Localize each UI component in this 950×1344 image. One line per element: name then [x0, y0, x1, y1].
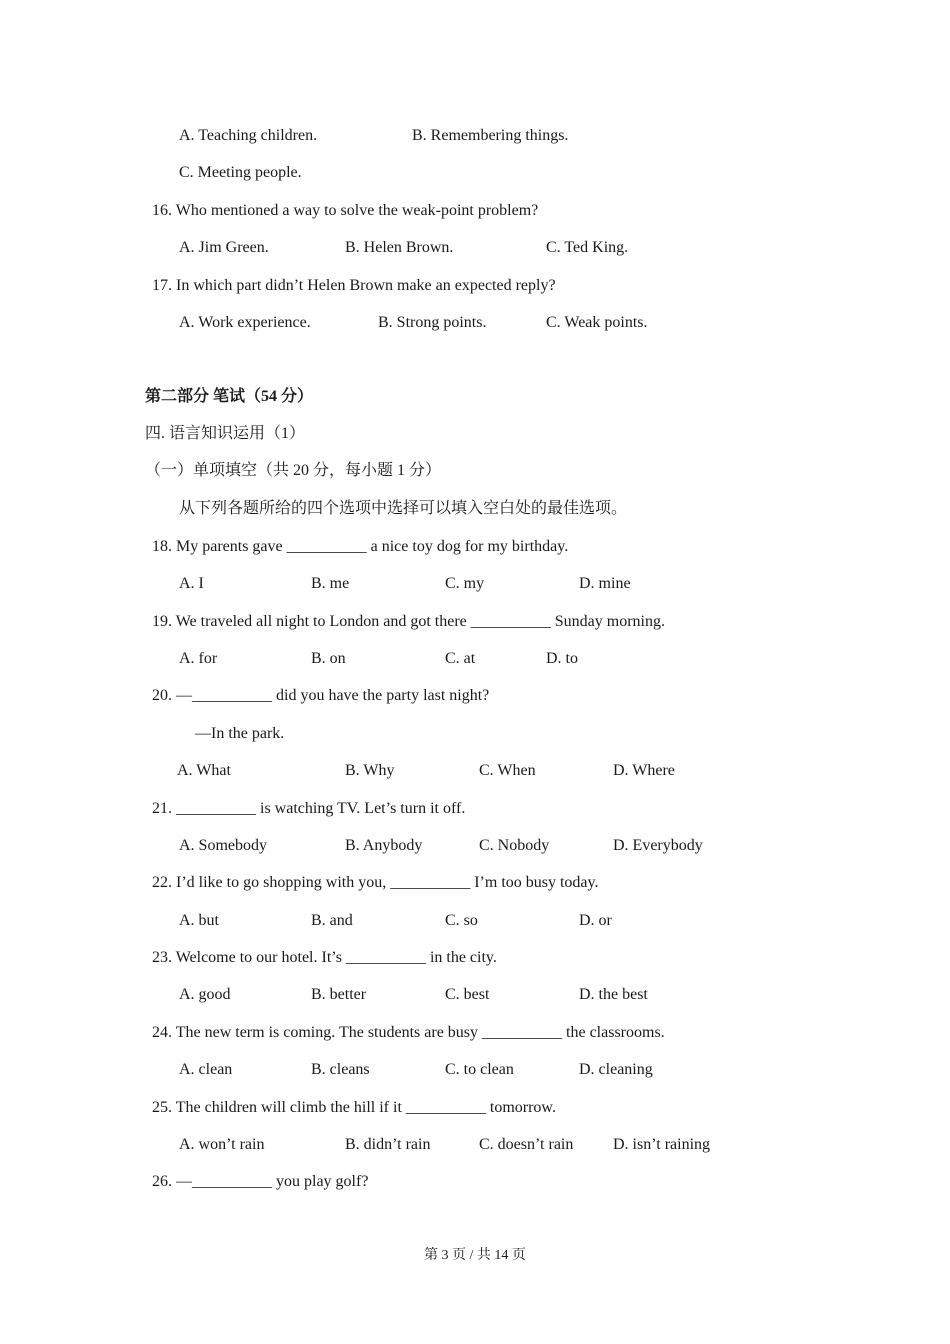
q20-stem: 20. —__________ did you have the party last night? [152, 687, 490, 704]
q24-option-a: A. clean [179, 1061, 233, 1078]
q17-option-c: C. Weak points. [546, 314, 648, 331]
q20-option-d: D. Where [613, 762, 675, 779]
page-footer: 第 3 页 / 共 14 页 [424, 1248, 526, 1263]
q21-option-a: A. Somebody [179, 837, 267, 854]
q22-option-b: B. and [311, 912, 353, 929]
q21-option-b: B. Anybody [345, 837, 423, 854]
q19-option-d: D. to [546, 650, 578, 667]
q18-option-d: D. mine [579, 575, 631, 592]
q19-option-b: B. on [311, 650, 346, 667]
q23-option-d: D. the best [579, 986, 648, 1003]
q22-option-a: A. but [179, 912, 219, 929]
q25-option-a: A. won’t rain [179, 1136, 265, 1153]
q15-option-c: C. Meeting people. [179, 164, 302, 181]
instruction-text: 从下列各题所给的四个选项中选择可以填入空白处的最佳选项。 [179, 500, 628, 517]
q24-option-c: C. to clean [445, 1061, 514, 1078]
q18-stem: 18. My parents gave __________ a nice toy dog for my birthday. [152, 538, 569, 555]
q23-option-c: C. best [445, 986, 490, 1003]
q15-option-a: A. Teaching children. [179, 127, 318, 144]
q20-option-c: C. When [479, 762, 536, 779]
q16-option-b: B. Helen Brown. [345, 239, 454, 256]
q17-option-a: A. Work experience. [179, 314, 311, 331]
q21-option-d: D. Everybody [613, 837, 703, 854]
q17-stem: 17. In which part didn’t Helen Brown make an expected reply? [152, 277, 556, 294]
q25-stem: 25. The children will climb the hill if it __________ tomorrow. [152, 1099, 556, 1116]
q25-option-c: C. doesn’t rain [479, 1136, 574, 1153]
q16-option-a: A. Jim Green. [179, 239, 269, 256]
q19-option-c: C. at [445, 650, 476, 667]
q23-option-b: B. better [311, 986, 367, 1003]
q18-option-a: A. I [179, 575, 204, 592]
q21-stem: 21. __________ is watching TV. Let’s turn it off. [152, 800, 466, 817]
q16-stem: 16. Who mentioned a way to solve the weak-point problem? [152, 202, 539, 219]
part2-title: 第二部分 笔试（54 分） [145, 388, 314, 405]
q17-option-b: B. Strong points. [378, 314, 487, 331]
q19-option-a: A. for [179, 650, 218, 667]
section-heading: 四. 语言知识运用（1） [145, 425, 306, 442]
q18-option-b: B. me [311, 575, 350, 592]
q22-option-c: C. so [445, 912, 478, 929]
q24-option-d: D. cleaning [579, 1061, 653, 1078]
q20-reply: —In the park. [195, 725, 285, 742]
q16-option-c: C. Ted King. [546, 239, 629, 256]
q20-option-a: A. What [177, 762, 231, 779]
subsection-heading: （一）单项填空（共 20 分，每小题 1 分） [145, 462, 442, 479]
q23-stem: 23. Welcome to our hotel. It’s __________ in the city. [152, 949, 497, 966]
q24-stem: 24. The new term is coming. The students are busy __________ the classrooms. [152, 1024, 665, 1041]
q25-option-b: B. didn’t rain [345, 1136, 431, 1153]
q23-option-a: A. good [179, 986, 231, 1003]
q20-option-b: B. Why [345, 762, 395, 779]
q18-option-c: C. my [445, 575, 485, 592]
q25-option-d: D. isn’t raining [613, 1136, 711, 1153]
q19-stem: 19. We traveled all night to London and got there __________ Sunday morning. [152, 613, 665, 630]
q26-stem: 26. —__________ you play golf? [152, 1173, 369, 1190]
q15-option-b: B. Remembering things. [412, 127, 569, 144]
q24-option-b: B. cleans [311, 1061, 370, 1078]
q21-option-c: C. Nobody [479, 837, 550, 854]
q22-option-d: D. or [579, 912, 612, 929]
q22-stem: 22. I’d like to go shopping with you, __________ I’m too busy today. [152, 874, 599, 891]
